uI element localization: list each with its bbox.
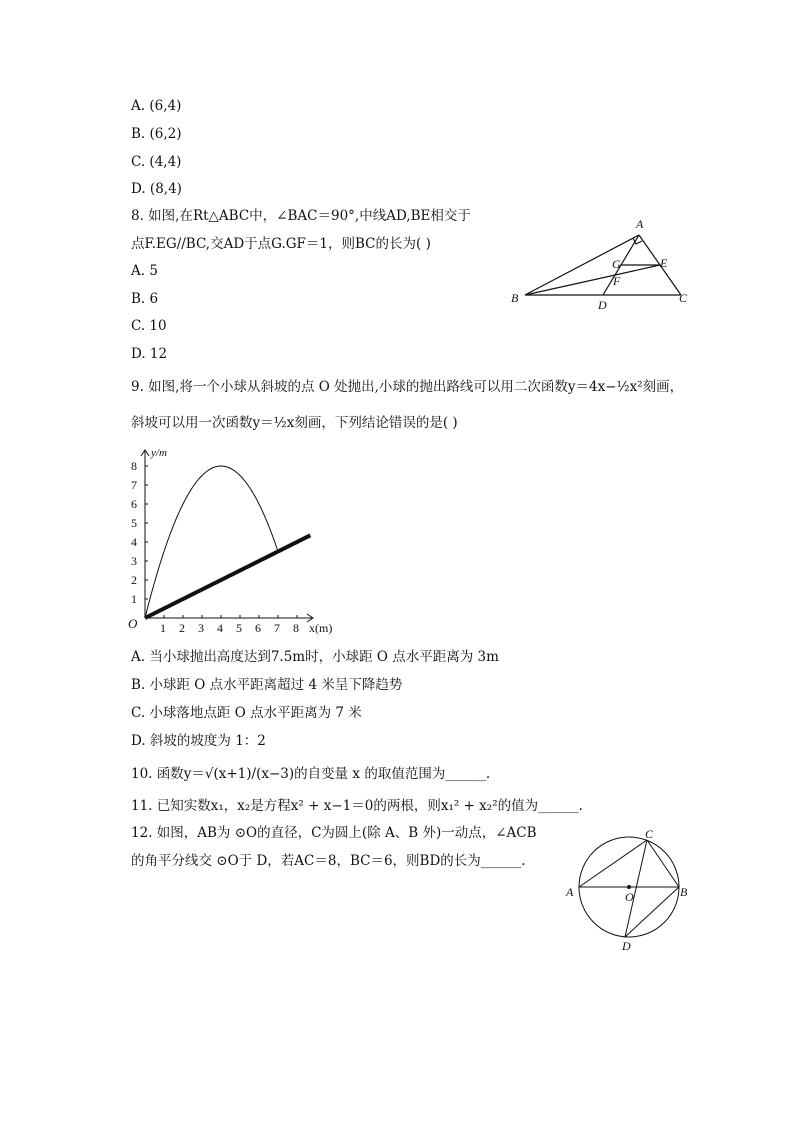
q9-x-axis-label: x(m) xyxy=(309,621,333,635)
q8-option-a: A. 5 xyxy=(131,263,158,279)
q9-xtick-3: 3 xyxy=(198,621,204,635)
q8-option-b: B. 6 xyxy=(131,291,159,307)
q8-stem-line1: 8. 如图,在Rt△ABC中，∠BAC＝90°,中线AD,BE相交于 xyxy=(131,208,471,224)
q10-stem: 10. 函数y＝√(x+1)/(x−3)的自变量 x 的取值范围为______. xyxy=(131,766,491,782)
q12-label-c: C xyxy=(645,827,654,841)
q9-xtick-2: 2 xyxy=(179,621,185,635)
q8-label-g: G xyxy=(612,257,621,271)
q8-label-f: F xyxy=(613,274,621,288)
q9-ytick-3: 3 xyxy=(131,554,137,568)
q8-label-b: B xyxy=(511,291,519,305)
q8-label-d: D xyxy=(598,298,607,312)
q9-ytick-4: 4 xyxy=(131,535,137,549)
q9-y-axis-label: y/m xyxy=(151,447,167,459)
q12-label-o: O xyxy=(625,890,634,904)
q8-label-c: C xyxy=(679,291,688,305)
q11-stem: 11. 已知实数x₁，x₂是方程x² + x−1＝0的两根，则x₁² + x₂²的值为______. xyxy=(131,798,583,814)
q8-label-a: A xyxy=(636,217,644,231)
q12-center-dot xyxy=(627,885,631,889)
q9-xtick-8: 8 xyxy=(293,621,299,635)
q7-option-c: C. (4,4) xyxy=(131,154,182,170)
q9-origin-label: O xyxy=(128,616,138,631)
q7-option-a: A. (6,4) xyxy=(131,98,182,114)
q12-label-d: D xyxy=(622,939,631,953)
q7-option-b: B. (6,2) xyxy=(131,126,182,142)
q8-label-e: E xyxy=(660,256,668,270)
q9-xtick-6: 6 xyxy=(255,621,261,635)
q12-circle-figure xyxy=(560,822,700,957)
q9-option-d: D. 斜坡的坡度为 1：2 xyxy=(131,733,266,749)
q9-ytick-8: 8 xyxy=(131,459,137,473)
q9-ytick-2: 2 xyxy=(131,573,137,587)
q12-label-b: B xyxy=(680,885,688,899)
q9-xtick-1: 1 xyxy=(160,621,166,635)
q8-triangle-figure xyxy=(505,213,705,313)
q9-option-b: B. 小球距 O 点水平距离超过 4 米呈下降趋势 xyxy=(131,677,403,693)
q8-option-c: C. 10 xyxy=(131,318,167,334)
q9-xtick-7: 7 xyxy=(274,621,280,635)
q9-xtick-4: 4 xyxy=(217,621,223,635)
q9-option-a: A. 当小球抛出高度达到7.5m时，小球距 O 点水平距离为 3m xyxy=(131,649,499,665)
q8-option-d: D. 12 xyxy=(131,346,168,362)
q9-stem-line2: 斜坡可以用一次函数y＝½x刻画，下列结论错误的是( ) xyxy=(131,415,458,431)
q7-option-d: D. (8,4) xyxy=(131,181,182,197)
q12-stem-line2: 的角平分线交 ⊙O于 D，若AC＝8，BC＝6，则BD的长为______. xyxy=(131,853,526,869)
q9-slope-line xyxy=(145,535,310,618)
q9-option-c: C. 小球落地点距 O 点水平距离为 7 米 xyxy=(131,705,362,721)
q9-ytick-5: 5 xyxy=(131,516,137,530)
q12-stem-line1: 12. 如图，AB为 ⊙O的直径，C为圆上(除 A、B 外)一动点，∠ACB xyxy=(131,825,537,841)
q9-graph xyxy=(118,442,348,640)
q9-ytick-6: 6 xyxy=(131,497,137,511)
q9-ytick-7: 7 xyxy=(131,478,137,492)
q9-xtick-5: 5 xyxy=(236,621,242,635)
q9-parabola-curve xyxy=(145,466,278,618)
q9-ytick-1: 1 xyxy=(131,592,137,606)
q8-stem-line2: 点F.EG//BC,交AD于点G.GF＝1，则BC的长为( ) xyxy=(131,236,431,252)
q12-label-a: A xyxy=(566,885,574,899)
q9-stem-line1: 9. 如图,将一个小球从斜坡的点 O 处抛出,小球的抛出路线可以用二次函数y＝4x−½x²刻画， xyxy=(131,379,684,395)
